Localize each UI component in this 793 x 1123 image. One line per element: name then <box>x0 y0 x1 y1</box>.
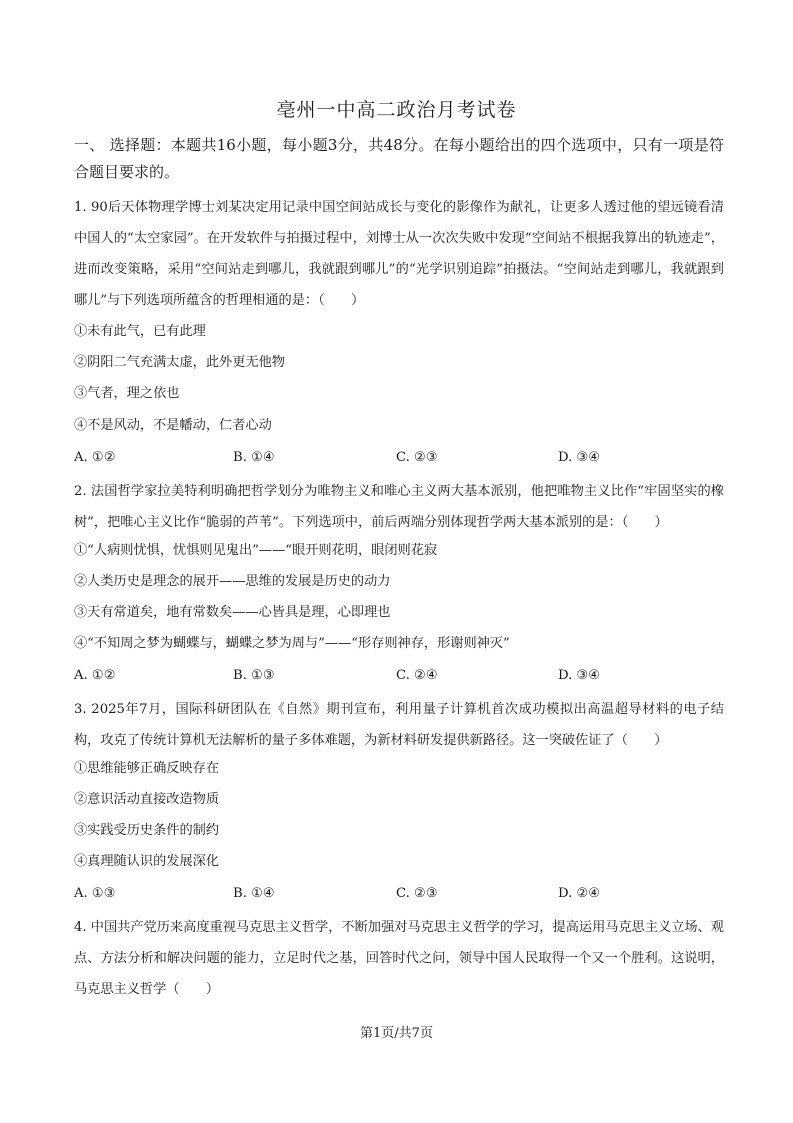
question-2-option-3: ③天有常道矣，地有常数矣——心皆具是理，心即理也 <box>74 605 391 620</box>
question-2-choice-b[interactable]: B. ①③ <box>233 668 275 683</box>
question-3-choice-b[interactable]: B. ①④ <box>233 886 275 901</box>
question-4-stem: 4. 中国共产党历来高度重视马克思主义哲学，不断加强对马克思主义哲学的学习，提高运用马克思主义立场、观点、方法分析和解决问题的能力，立足时代之基，回答时代之问，领导中国人民取得一个又一个胜利。这说明，马克思主义哲学（ ） <box>74 920 724 997</box>
page-title: 亳州一中高二政治月考试卷 <box>276 99 517 121</box>
question-3-choice-a[interactable]: A. ①③ <box>74 886 116 901</box>
question-1-option-4: ④不是风动，不是幡动，仁者心动 <box>74 418 272 433</box>
question-2-stem: 2. 法国哲学家拉美特利明确把哲学划分为唯物主义和唯心主义两大基本派别，他把唯物主义比作“牢固坚实的橡树”，把唯心主义比作“脆弱的芦苇”。下列选项中，前后两端分别体现哲学两大基本派别的是：（ ） <box>74 484 724 530</box>
question-3-option-2: ②意识活动直接改造物质 <box>74 792 220 807</box>
question-2-choices <box>74 666 724 686</box>
question-1-choice-a[interactable]: A. ①② <box>74 450 116 465</box>
question-1-option-2: ②阴阳二气充满太虚，此外更无他物 <box>74 355 285 370</box>
question-2-option-4: ④“不知周之梦为蝴蝶与，蝴蝶之梦为周与”——“形存则神存，形谢则神灭” <box>74 636 510 651</box>
question-3-choice-d[interactable]: D. ②④ <box>558 886 601 901</box>
question-1-choice-c[interactable]: C. ②③ <box>396 450 438 465</box>
question-3-option-4: ④真理随认识的发展深化 <box>74 854 220 869</box>
question-3-option-1: ①思维能够正确反映存在 <box>74 761 220 776</box>
question-1-choice-d[interactable]: D. ③④ <box>558 450 601 465</box>
question-1-option-3: ③气者，理之依也 <box>74 386 180 401</box>
question-2-choice-c[interactable]: C. ②④ <box>396 668 438 683</box>
question-3-option-3: ③实践受历史条件的制约 <box>74 823 220 838</box>
question-1-choices <box>74 448 724 468</box>
question-1-stem: 1. 90后天体物理学博士刘某决定用记录中国空间站成长与变化的影像作为献礼，让更多人透过他的望远镜看清中国人的“太空家园”。在开发软件与拍摄过程中，刘博士从一次次失败中发现“空间站不根据我算出的轨迹走”，进而改变策略，采用“空间站走到哪儿，我就跟到哪儿”的“光学识别追踪”拍摄法。“空间站走到哪儿，我就跟到哪儿”与下列选项所蕴含的哲理相通的是：（ ） <box>74 200 724 308</box>
question-2-option-2: ②人类历史是理念的展开——思维的发展是历史的动力 <box>74 574 391 589</box>
question-3-choices <box>74 884 724 904</box>
question-1-option-1: ①未有此气，已有此理 <box>74 324 206 339</box>
question-2-choice-d[interactable]: D. ③④ <box>558 668 601 683</box>
page-number: 第1页/共7页 <box>360 1026 433 1041</box>
question-2-option-1: ①“人病则忧惧，忧惧则见鬼出”——“眼开则花明，眼闭则花寂 <box>74 543 438 558</box>
section-instructions: 一、 选择题：本题共16小题，每小题3分，共48分。在每小题给出的四个选项中，只有一项是符合题目要求的。 <box>74 136 724 181</box>
question-3-stem: 3. 2025年7月，国际科研团队在《自然》期刊宣布，利用量子计算机首次成功模拟出高温超导材料的电子结构，攻克了传统计算机无法解析的量子多体难题，为新材料研发提供新路径。这一突破佐证了（ ） <box>74 702 724 748</box>
question-2-choice-a[interactable]: A. ①② <box>74 668 116 683</box>
question-3-choice-c[interactable]: C. ②③ <box>396 886 438 901</box>
question-1-choice-b[interactable]: B. ①④ <box>233 450 275 465</box>
